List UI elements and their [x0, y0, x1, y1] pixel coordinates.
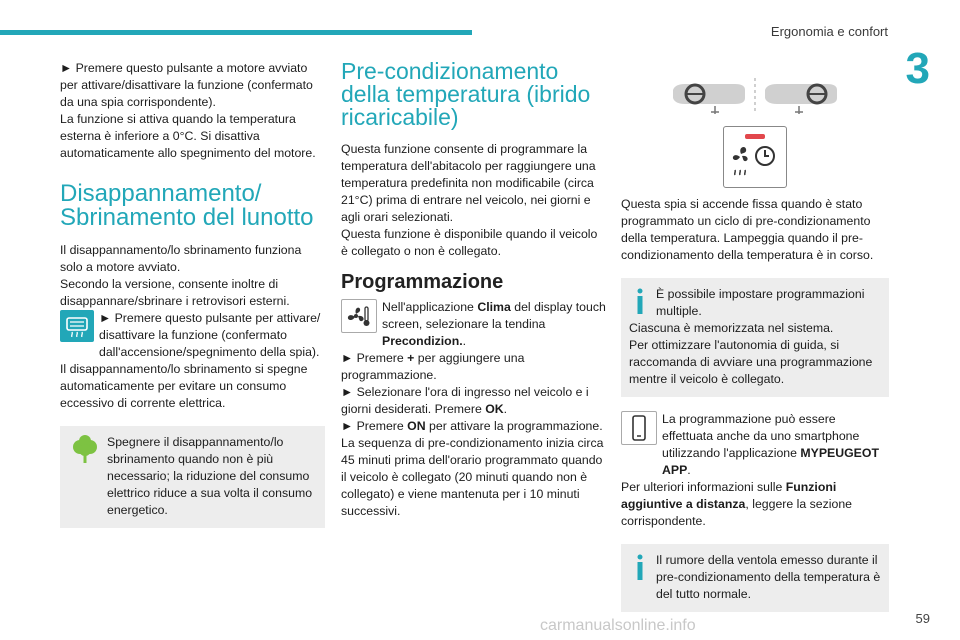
chapter-number: 3	[905, 44, 930, 93]
info-text: È possibile impostare programmazioni multiple.	[656, 287, 865, 318]
info-text: Ciascuna è memorizzata nel sistema.	[629, 321, 834, 335]
section-heading: Pre-condizionamento della temperatura (ibrido ricaricabile)	[341, 58, 591, 130]
paragraph: ► Premere ON per attivare la programmazione.	[341, 419, 603, 433]
paragraph: Il disappannamento/lo sbrinamento si spegne automaticamente per evitare un consumo eccessivo di corrente elettrica.	[60, 362, 308, 410]
clima-instruction	[341, 299, 606, 350]
eco-tip-box	[60, 426, 325, 528]
paragraph: La funzione si attiva quando la temperatura esterna è inferiore a 0°C. Si disattiva automaticamente allo spegnimento del motore.	[60, 112, 316, 160]
section-title: Ergonomia e confort	[770, 24, 888, 39]
smartphone-icon	[621, 411, 657, 445]
paragraph: ► Selezionare l'ora di ingresso nel veicolo e i giorni desiderati. Premere OK.	[341, 385, 589, 416]
info-text: Il rumore della ventola emesso durante il pre-condizionamento della temperatura è del tutto normale.	[656, 553, 881, 601]
eco-tip-text: Spegnere il disappannamento/lo sbrinamento quando non è più necessario; la riduzione del consumo elettrico riduce a sua volta il consumo energetico.	[107, 435, 313, 517]
subsection-heading: Programmazione	[341, 271, 504, 293]
smartphone-note	[621, 411, 889, 479]
paragraph: La programmazione può essere effettuata anche da uno smartphone utilizzando l'applicazione MYPEUGEOT APP.	[662, 412, 879, 477]
paragraph: Questa funzione è disponibile quando il veicolo è collegato o non è collegato.	[341, 227, 598, 258]
paragraph: ► Premere questo pulsante per attivare/ disattivare la funzione (confermato dall'accensione/spegnimento della spia).	[99, 311, 321, 359]
column-1	[60, 60, 325, 528]
defrost-instruction	[60, 310, 325, 361]
paragraph: Per ulteriori informazioni sulle Funzioni aggiuntive a distanza, leggere la sezione corrispondente.	[621, 480, 853, 528]
page-number: 59	[915, 611, 930, 626]
paragraph: La sequenza di pre-condizionamento inizia circa 45 minuti prima dell'orario programmato quando il veicolo è collegato (20 minuti quando non è collegato) e viene mantenuta per i 10 minuti successivi.	[341, 436, 604, 518]
header-accent-bar	[0, 30, 472, 35]
info-box	[621, 544, 889, 612]
info-icon	[629, 552, 651, 582]
paragraph: ► Premere questo pulsante a motore avviato per attivare/disattivare la funzione (confermato da una spia corrispondente).	[60, 61, 313, 109]
info-box	[621, 278, 889, 397]
watermark: carmanualsonline.info	[540, 617, 696, 634]
info-text: Per ottimizzare l'autonomia di guida, si raccomanda di avviare una programmazione mentre il veicolo è collegato.	[629, 338, 873, 386]
column-2	[341, 60, 606, 520]
eco-leaf-icon	[68, 434, 102, 466]
paragraph: ► Premere + per aggiungere una programmazione.	[341, 351, 525, 382]
preconditioning-warning-light-icon	[723, 126, 787, 188]
rear-defrost-icon	[60, 310, 94, 342]
paragraph: Questa funzione consente di programmare la temperatura dell'abitacolo per raggiungere una temperatura predefinita non modificabile (circa 21°C) prima di entrare nel veicolo, nei giorni e agli orari selezionati.	[341, 142, 596, 224]
climate-app-icon	[341, 299, 377, 333]
paragraph: Nell'applicazione Clima del display touch screen, selezionare la tendina Precondizion..	[382, 300, 606, 348]
section-heading: Disappannamento/ Sbrinamento del lunotto	[60, 180, 314, 231]
paragraph: Secondo la versione, consente inoltre di disappannare/sbrinare i retrovisori esterni.	[60, 277, 290, 308]
paragraph: Questa spia si accende fissa quando è stato programmato un ciclo di pre-condizionamento della temperatura. Lampeggia quando il pre-condizionamento della temperatura è in corso.	[621, 197, 874, 262]
dashboard-illustration	[621, 74, 889, 118]
column-3	[621, 60, 889, 612]
info-icon	[629, 286, 651, 316]
paragraph: Il disappannamento/lo sbrinamento funziona solo a motore avviato.	[60, 243, 302, 274]
